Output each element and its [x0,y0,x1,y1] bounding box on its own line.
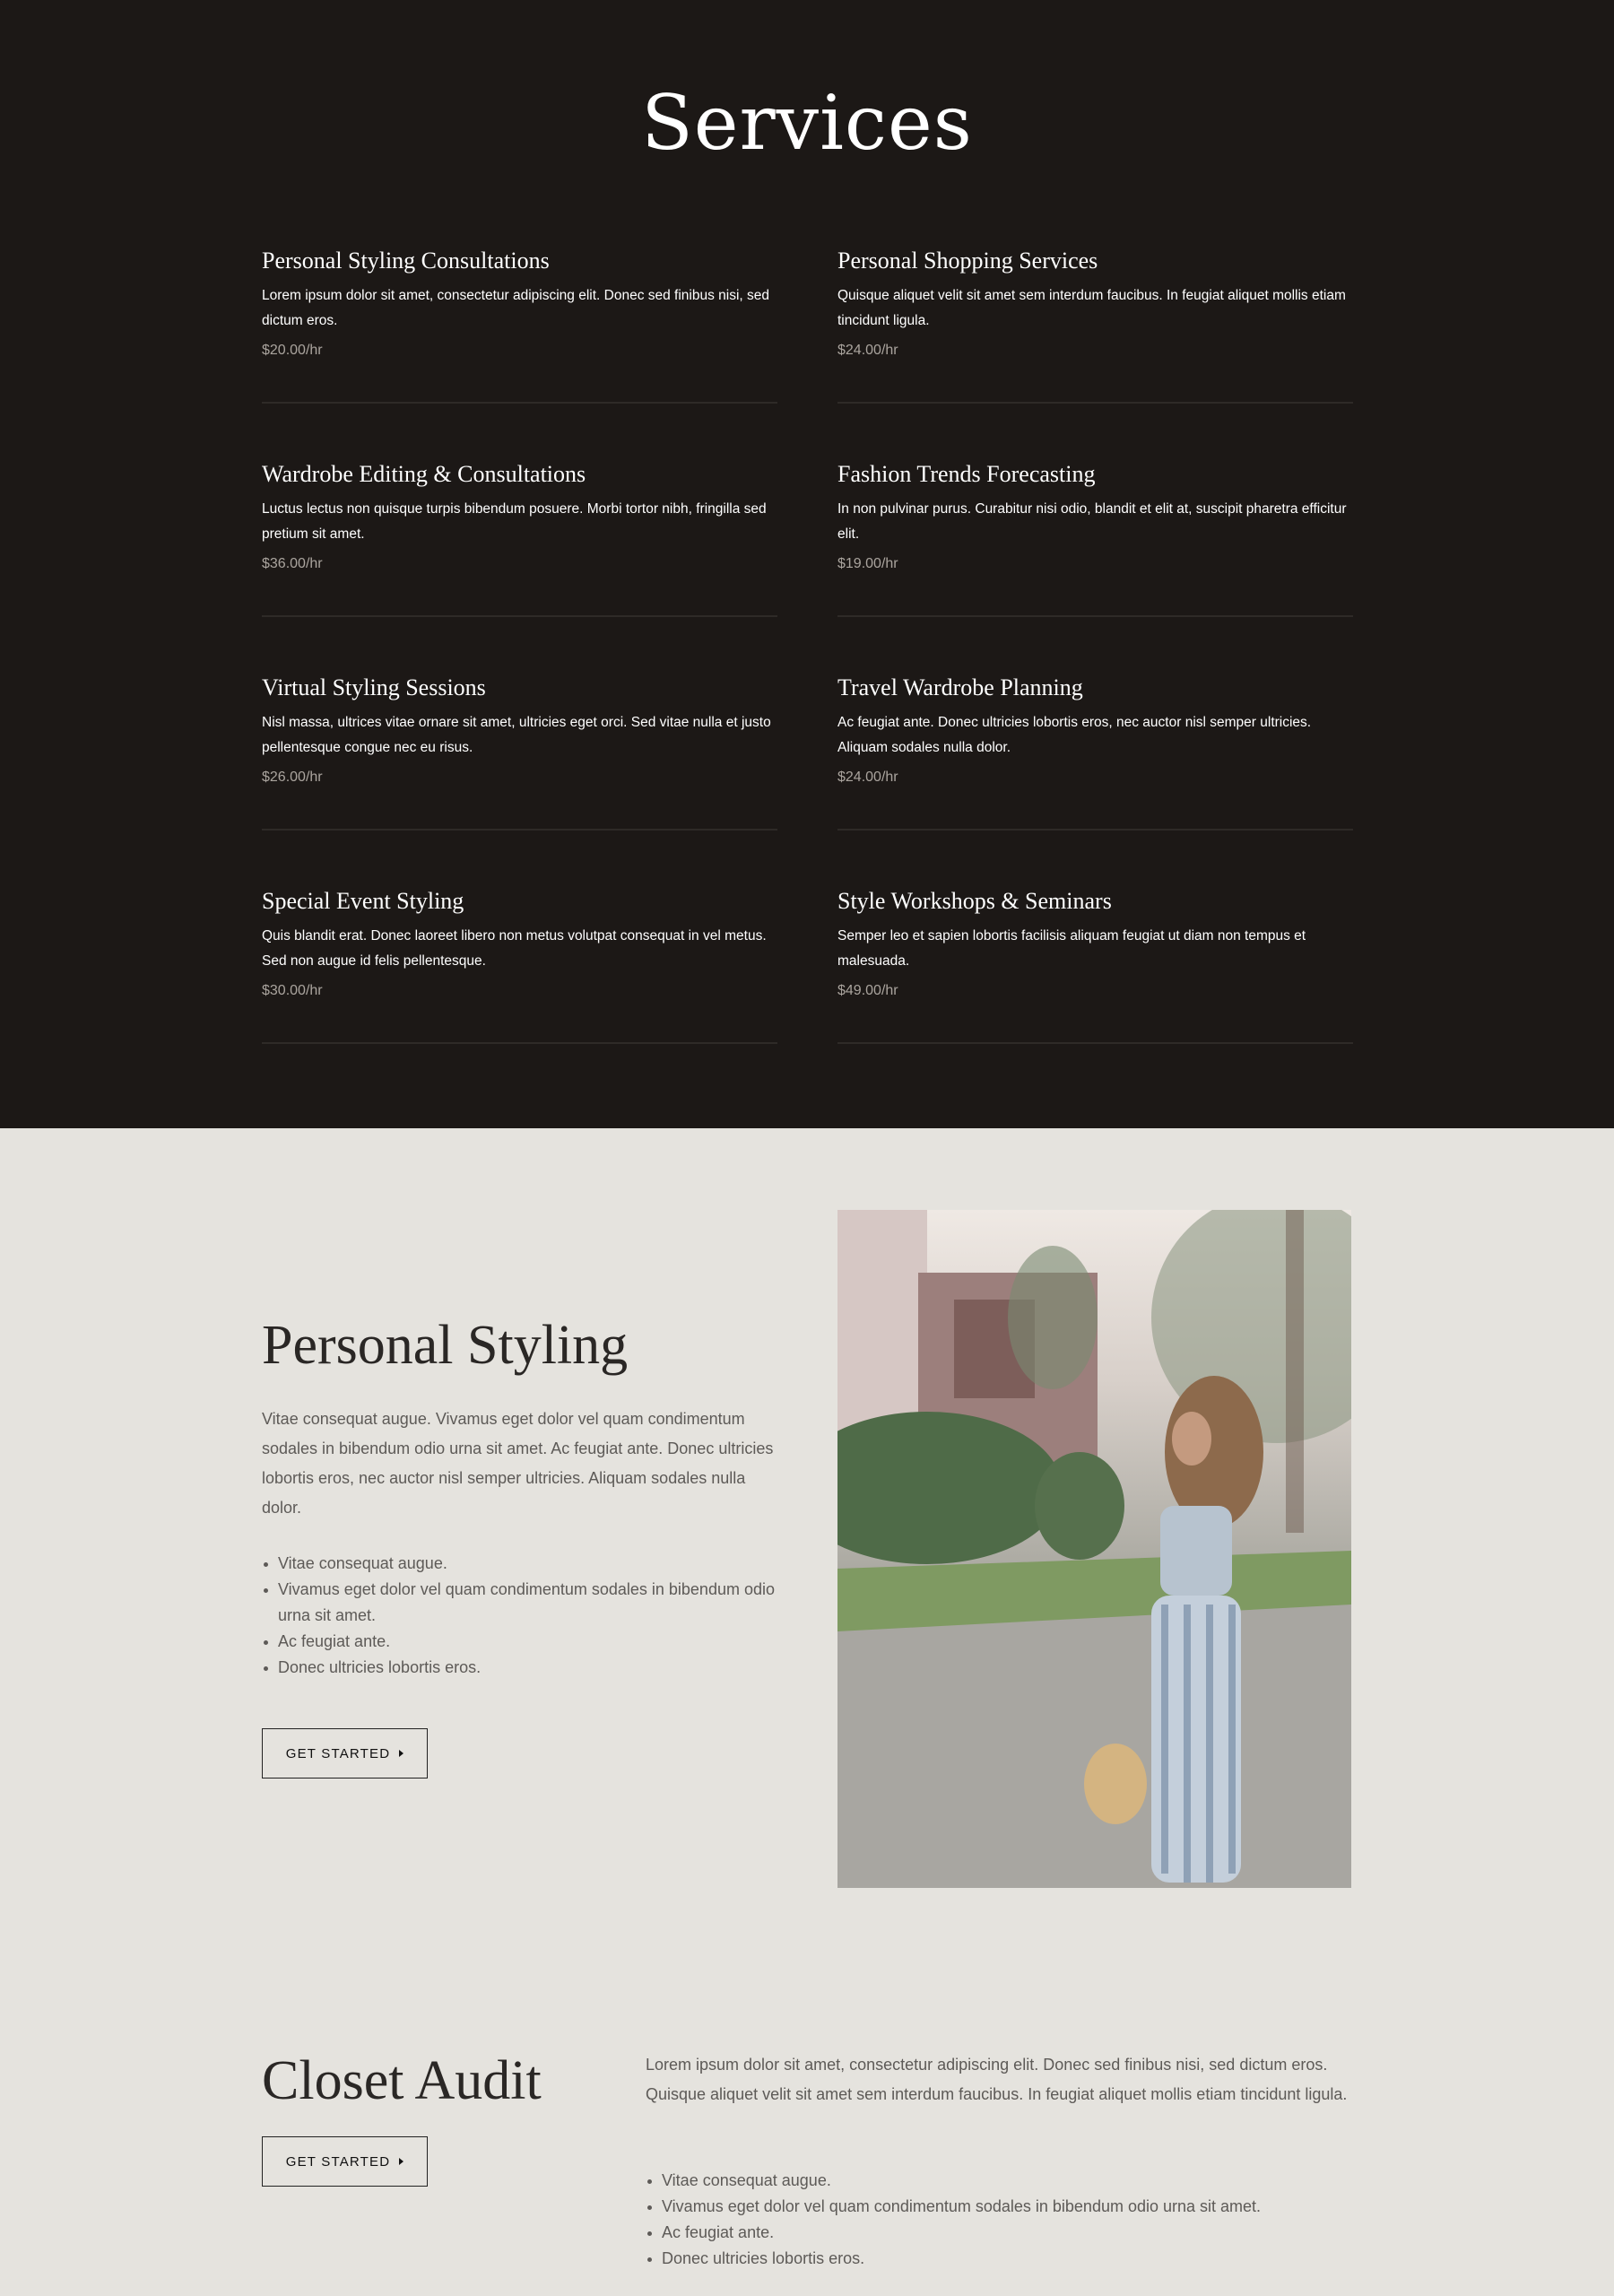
service-item [262,673,777,786]
service-name: Personal Shopping Services [837,248,1098,274]
list-item: Donec ultricies lobortis eros. [646,2246,1354,2272]
service-name: Virtual Styling Sessions [262,674,486,700]
service-price: $24.00/hr [837,770,898,785]
personal-styling-title: Personal Styling [262,1315,629,1376]
divider [837,402,1353,404]
service-name: Personal Styling Consultations [262,248,550,274]
service-name: Special Event Styling [262,888,464,914]
service-price: $26.00/hr [262,770,323,785]
service-item [837,459,1353,572]
closet-audit-text: Lorem ipsum dolor sit amet, consectetur adipiscing elit. Donec sed finibus nisi, sed dictum eros. Quisque aliquet velit sit amet sem interdum faucibus. In feugiat aliquet mollis etiam tincidunt ligula. [646,2056,1348,2103]
personal-styling-get-started-button[interactable] [262,1728,428,1779]
service-name: Wardrobe Editing & Consultations [262,461,586,487]
service-price: $30.00/hr [262,983,323,998]
closet-audit-get-started-button[interactable] [262,2136,428,2187]
service-description: Nisl massa, ultrices vitae ornare sit amet, ultricies eget orci. Sed vitae nulla et justo pellentesque congue nec eu risus. [262,715,771,755]
service-item [262,246,777,359]
service-description: In non pulvinar purus. Curabitur nisi odio, blandit et elit at, suscipit pharetra efficitur elit. [837,501,1347,542]
divider [262,402,777,404]
service-price: $20.00/hr [262,343,323,358]
service-item [837,246,1353,359]
personal-styling-section [0,1128,1614,2296]
personal-styling-text: Vitae consequat augue. Vivamus eget dolor vel quam condimentum sodales in bibendum odio urna sit amet. Ac feugiat ante. Donec ultricies lobortis eros, nec auctor nisl semper ultricies. Aliquam sodales nulla dolor. [262,1410,774,1517]
service-item [837,673,1353,786]
caret-right-icon [399,2158,404,2165]
button-label: GET STARTED [285,1745,391,1761]
service-description: Quis blandit erat. Donec laoreet libero non metus volutpat consequat in vel metus. Sed non augue id felis pellentesque. [262,928,767,969]
divider [837,615,1353,617]
service-description: Quisque aliquet velit sit amet sem interdum faucibus. In feugiat aliquet mollis etiam tincidunt ligula. [837,288,1346,328]
services-title: Services [641,79,973,167]
service-name: Travel Wardrobe Planning [837,674,1083,700]
personal-styling-list [262,1551,782,1681]
service-description: Semper leo et sapien lobortis facilisis aliquam feugiat ut diam non tempus et malesuada. [837,928,1306,969]
list-item: Ac feugiat ante. [262,1629,782,1655]
list-item: Vitae consequat augue. [646,2168,1354,2194]
service-description: Luctus lectus non quisque turpis bibendum posuere. Morbi tortor nibh, fringilla sed pretium sit amet. [262,501,767,542]
divider [262,829,777,831]
woman-street-photo [837,1210,1351,1888]
list-item: Vivamus eget dolor vel quam condimentum sodales in bibendum odio urna sit amet. [646,2194,1354,2220]
divider [837,1042,1353,1044]
divider [262,615,777,617]
service-item [262,459,777,572]
list-item: Vivamus eget dolor vel quam condimentum sodales in bibendum odio urna sit amet. [262,1577,782,1629]
service-name: Fashion Trends Forecasting [837,461,1096,487]
closet-audit-list [646,2168,1354,2272]
divider [262,1042,777,1044]
service-price: $49.00/hr [837,983,898,998]
divider [837,829,1353,831]
service-price: $19.00/hr [837,556,898,571]
service-item [262,886,777,999]
service-price: $36.00/hr [262,556,323,571]
button-label: GET STARTED [285,2153,391,2170]
service-name: Style Workshops & Seminars [837,888,1112,914]
closet-audit-title: Closet Audit [262,2050,542,2111]
services-section [0,0,1614,1128]
list-item: Vitae consequat augue. [262,1551,782,1577]
list-item: Donec ultricies lobortis eros. [262,1655,782,1681]
service-price: $24.00/hr [837,343,898,358]
service-item [837,886,1353,999]
list-item: Ac feugiat ante. [646,2220,1354,2246]
service-description: Lorem ipsum dolor sit amet, consectetur adipiscing elit. Donec sed finibus nisi, sed dictum eros. [262,288,770,328]
caret-right-icon [399,1750,404,1757]
service-description: Ac feugiat ante. Donec ultricies lobortis eros, nec auctor nisl semper ultricies. Aliquam sodales nulla dolor. [837,715,1312,755]
